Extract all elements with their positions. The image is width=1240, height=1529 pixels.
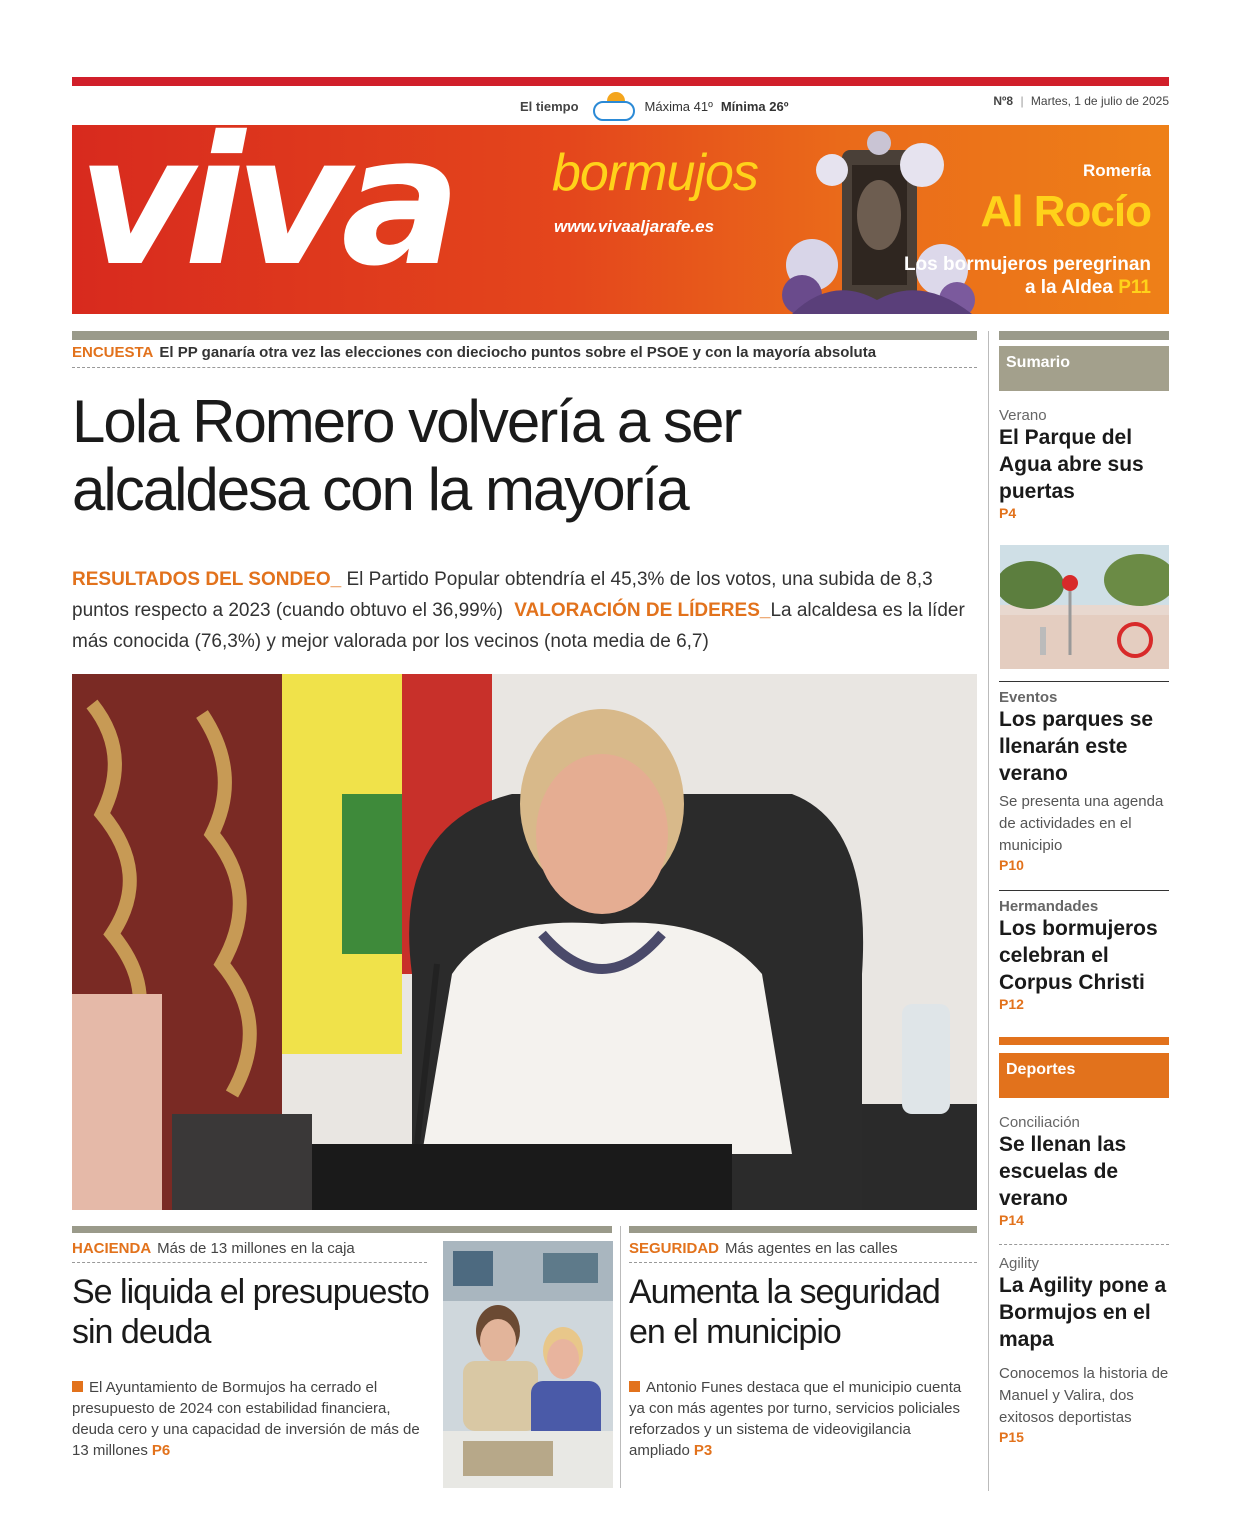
- bullet-square-icon: [72, 1381, 83, 1392]
- banner-subtitle: [891, 253, 1151, 299]
- main-lead: [72, 564, 977, 657]
- divider: [72, 367, 977, 368]
- main-headline[interactable]: Lola Romero volvería a ser alcaldesa con la mayoría: [72, 388, 741, 523]
- right-story-kicker: [629, 1240, 898, 1257]
- lead-text-1: El Partido Popular obtendría el 45,3% de los votos, una subida de 8,3 puntos respecto a 2023 (cuando obtuvo el 36,99%): [72, 569, 933, 621]
- masthead-banner: [72, 125, 1169, 314]
- bullet-square-icon: [629, 1381, 640, 1392]
- main-kicker-tag: ENCUESTA: [72, 344, 154, 361]
- masthead-website[interactable]: www.vivaaljarafe.es: [554, 217, 715, 236]
- sidebar-item[interactable]: [999, 1255, 1169, 1445]
- left-story-headline[interactable]: Se liquida el presupuesto sin deuda: [72, 1273, 429, 1351]
- office-photo: [443, 1241, 613, 1488]
- main-kicker-text: El PP ganaría otra vez las elecciones con dieciocho puntos sobre el PSOE y con la mayoría absoluta: [159, 344, 877, 361]
- mayor-photo-illustration: [72, 674, 977, 1210]
- weather-strip: [520, 92, 788, 120]
- main-kicker: [72, 344, 977, 361]
- water-park-photo: [1000, 545, 1169, 669]
- banner-page: P11: [1118, 277, 1151, 298]
- right-story-headline[interactable]: Aumenta la seguridad en el municipio: [629, 1273, 940, 1351]
- weather-label: El tiempo: [520, 98, 579, 114]
- right-story-page: P3: [693, 1442, 713, 1459]
- issue-number: Nº8: [993, 94, 1014, 108]
- top-rule: [72, 77, 1169, 86]
- sidebar-item-page: P15: [999, 1429, 1024, 1445]
- right-story-body: [629, 1377, 974, 1461]
- lead-tag-2: VALORACIÓN DE LÍDERES_: [514, 600, 771, 621]
- left-story-page: P6: [151, 1442, 171, 1459]
- left-story-text: El Ayuntamiento de Bormujos ha cerrado el presupuesto de 2024 con estabilidad financiera, deuda cero y una capacidad de inversión de más de 13 millones: [72, 1379, 420, 1459]
- temp-min: Mínima 26º: [720, 98, 789, 114]
- sidebar-item[interactable]: [999, 1114, 1169, 1228]
- left-story-rule: [72, 1226, 612, 1233]
- sidebar-item-page: P4: [999, 505, 1017, 521]
- lead-tag-1: RESULTADOS DEL SONDEO_: [72, 569, 342, 590]
- divider: [999, 1244, 1169, 1245]
- lead-text-2: La alcaldesa es la líder más conocida (76,3%) y mejor valorada por los vecinos (nota media de 6,7): [72, 600, 965, 652]
- sun-cloud-icon: [591, 92, 637, 120]
- deportes-box: Deportes: [999, 1053, 1169, 1098]
- right-story-kicker-text: Más agentes en las calles: [725, 1240, 898, 1257]
- sidebar-item[interactable]: [999, 689, 1169, 873]
- left-story-kicker: [72, 1240, 355, 1257]
- dateline: Nº8 | Martes, 1 de julio de 2025: [993, 94, 1169, 108]
- sidebar-item-page: P12: [999, 996, 1024, 1012]
- masthead-logo: viva: [78, 125, 452, 305]
- sidebar-item[interactable]: [999, 407, 1169, 521]
- sidebar-item-title[interactable]: Los parques se llenarán este verano: [999, 708, 1154, 785]
- sidebar-item-text: Conocemos la historia de Manuel y Valira, dos exitosos deportistas: [999, 1365, 1169, 1426]
- temp-max: Máxima 41º: [644, 98, 713, 114]
- sidebar-item-page: P10: [999, 857, 1024, 873]
- left-story-kicker-text: Más de 13 millones en la caja: [157, 1240, 355, 1257]
- left-story-body: [72, 1377, 432, 1461]
- right-story-tag: SEGURIDAD: [629, 1240, 720, 1257]
- banner-kicker: Romería: [1082, 161, 1151, 180]
- main-top-rule: [72, 331, 977, 340]
- sidebar-item-category: Agility: [999, 1255, 1040, 1272]
- sidebar-item-category: Eventos: [999, 689, 1058, 706]
- divider: [999, 681, 1169, 682]
- banner-title: Al Rocío: [980, 187, 1151, 236]
- sidebar-item[interactable]: [999, 898, 1169, 1012]
- sidebar-item-title[interactable]: El Parque del Agua abre sus puertas: [999, 426, 1144, 503]
- sidebar-item-category: Verano: [999, 407, 1047, 424]
- divider: [999, 890, 1169, 891]
- right-story-rule: [629, 1226, 977, 1233]
- right-story-text: Antonio Funes destaca que el municipio cuenta ya con más agentes por turno, servicios policiales reforzados y un sistema de videovigilancia ampliado: [629, 1379, 962, 1459]
- sidebar-item-title[interactable]: Se llenan las escuelas de verano: [999, 1133, 1127, 1210]
- column-divider: [620, 1226, 621, 1488]
- sidebar-item-category: Hermandades: [999, 898, 1099, 915]
- issue-date: Martes, 1 de julio de 2025: [1030, 94, 1169, 108]
- sumario-box: Sumario: [999, 346, 1169, 391]
- deportes-rule: [999, 1037, 1169, 1045]
- divider: [629, 1262, 977, 1263]
- banner-subtitle-text: Los bormujeros peregrinan a la Aldea: [903, 254, 1151, 298]
- divider: [72, 1262, 427, 1263]
- sidebar-item-title[interactable]: Los bormujeros celebran el Corpus Christi: [999, 917, 1158, 994]
- sidebar-top-rule: [999, 331, 1169, 340]
- left-story-tag: HACIENDA: [72, 1240, 152, 1257]
- sidebar-item-page: P14: [999, 1212, 1024, 1228]
- column-divider: [988, 331, 989, 1491]
- sidebar-item-text: Se presenta una agenda de actividades en el municipio: [999, 793, 1164, 854]
- sidebar-item-category: Conciliación: [999, 1114, 1080, 1131]
- sidebar-item-title[interactable]: La Agility pone a Bormujos en el mapa: [999, 1274, 1167, 1351]
- main-photo: [72, 674, 977, 1210]
- masthead-town: bormujos: [552, 144, 758, 202]
